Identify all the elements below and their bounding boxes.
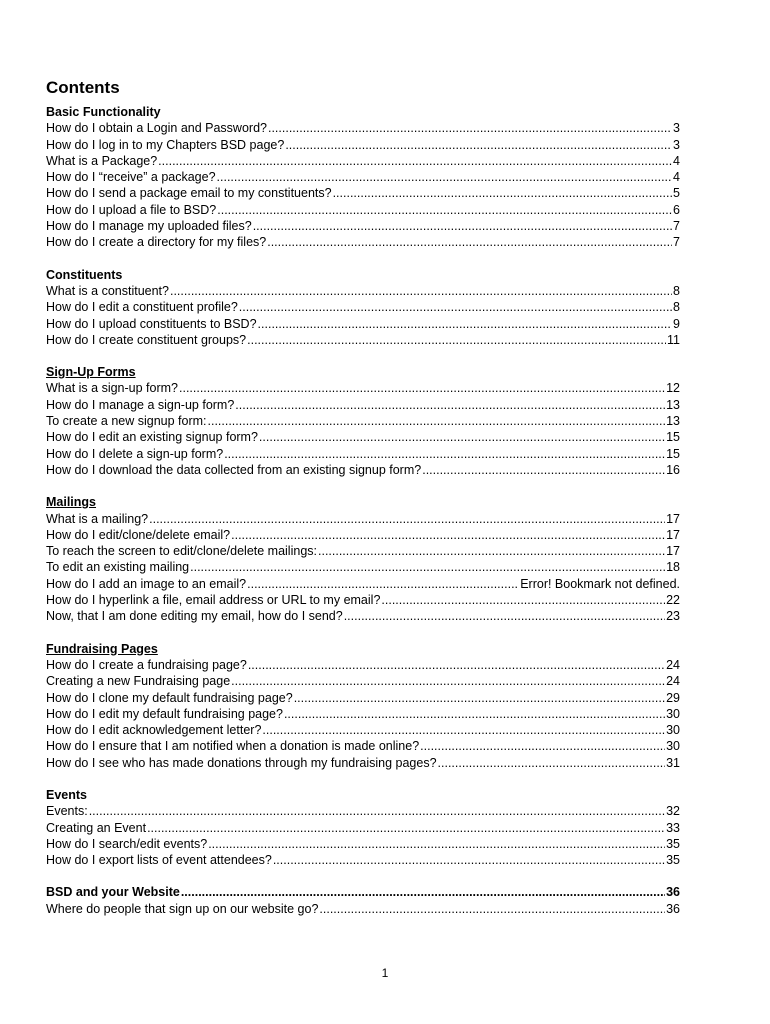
toc-entry[interactable] — [46, 120, 680, 136]
toc-entry-title: How do I edit my default fundraising page? — [46, 706, 283, 721]
toc-entry-page: Error! Bookmark not defined. — [520, 576, 680, 591]
toc-entry-title: To create a new signup form: — [46, 414, 207, 429]
toc-entry-page: 13 — [666, 414, 680, 429]
toc-entry-page: 22 — [666, 593, 680, 608]
toc-entry[interactable] — [46, 657, 680, 673]
toc-entry-title: Creating an Event — [46, 820, 147, 835]
toc-entry-title: How do I download the data collected from an existing signup form? — [46, 462, 422, 477]
toc-leader-dots — [217, 202, 672, 218]
toc-entry-page: 7 — [673, 219, 680, 234]
section-heading: Basic Functionality — [46, 105, 161, 119]
toc-entry-title: How do I see who has made donations through my fundraising pages? — [46, 755, 437, 770]
toc-entry-title: Where do people that sign up on our website go? — [46, 901, 319, 916]
toc-entry-page: 6 — [673, 202, 680, 217]
toc-entry-title: How do I export lists of event attendees? — [46, 853, 272, 868]
toc-entry-page: 12 — [666, 381, 680, 396]
toc-sections — [46, 104, 680, 917]
toc-entry-title: How do I “receive” a package? — [46, 170, 216, 185]
toc-entry-title: To edit an existing mailing — [46, 560, 190, 575]
toc-entry[interactable] — [46, 820, 680, 836]
toc-entry-title: How do I log in to my Chapters BSD page? — [46, 137, 285, 152]
toc-entry[interactable] — [46, 559, 680, 575]
toc-leader-dots — [179, 380, 665, 396]
toc-leader-dots — [224, 446, 665, 462]
toc-entry-title: How do I edit acknowledgement letter? — [46, 723, 262, 738]
toc-leader-dots — [239, 299, 672, 315]
section-heading: Constituents — [46, 267, 123, 282]
toc-entry-title: How do I add an image to an email? — [46, 576, 247, 591]
toc-leader-dots — [247, 576, 519, 592]
toc-entry-page: 18 — [666, 560, 680, 575]
toc-leader-dots — [231, 673, 665, 689]
toc-entry-page: 13 — [666, 397, 680, 412]
toc-section — [46, 884, 680, 917]
toc-entry[interactable] — [46, 413, 680, 429]
section-heading: Fundraising Pages — [46, 641, 158, 656]
toc-section — [46, 494, 680, 624]
toc-entry-title: How do I edit an existing signup form? — [46, 430, 258, 445]
toc-entry-page: 9 — [673, 316, 680, 331]
toc-section — [46, 641, 680, 771]
toc-leader-dots — [273, 852, 665, 868]
toc-leader-dots — [208, 836, 665, 852]
toc-entry-page: 8 — [673, 283, 680, 298]
toc-entry[interactable] — [46, 755, 680, 771]
toc-entry-page: 11 — [667, 332, 680, 347]
toc-entry-page: 35 — [666, 836, 680, 851]
toc-entry-title: Events: — [46, 804, 88, 819]
toc-entry-title: Creating a new Fundraising page — [46, 674, 231, 689]
toc-entry[interactable] — [46, 527, 680, 543]
toc-entry-page: 15 — [666, 430, 680, 445]
toc-leader-dots — [344, 608, 665, 624]
toc-entry[interactable] — [46, 234, 680, 250]
toc-leader-dots — [158, 153, 672, 169]
toc-entry-title: How do I create a fundraising page? — [46, 657, 247, 672]
toc-entry[interactable] — [46, 738, 680, 754]
toc-entry[interactable] — [46, 511, 680, 527]
section-heading: Mailings — [46, 495, 97, 510]
toc-leader-dots — [235, 397, 665, 413]
page-number: 1 — [381, 966, 389, 980]
toc-entry-title: What is a mailing? — [46, 511, 149, 526]
toc-entry-title: How do I edit a constituent profile? — [46, 300, 238, 315]
toc-entry-title: To reach the screen to edit/clone/delete mailings: — [46, 544, 317, 559]
toc-entry[interactable] — [46, 592, 680, 608]
toc-leader-dots — [381, 592, 665, 608]
toc-entry[interactable] — [46, 397, 680, 413]
toc-entry-title: How do I clone my default fundraising page? — [46, 690, 293, 705]
toc-entry-page: 17 — [666, 527, 680, 542]
toc-entry-page: 31 — [666, 755, 680, 770]
toc-section — [46, 364, 680, 478]
toc-entry-title: How do I upload a file to BSD? — [46, 202, 217, 217]
toc-leader-dots — [262, 722, 665, 738]
toc-entry[interactable] — [46, 462, 680, 478]
toc-entry-page: 4 — [673, 153, 680, 168]
toc-entry-page: 17 — [666, 511, 680, 526]
toc-entry-page: 3 — [673, 121, 680, 136]
toc-leader-dots — [284, 706, 665, 722]
toc-entry-page: 16 — [666, 462, 680, 477]
toc-leader-dots — [147, 820, 665, 836]
toc-leader-dots — [208, 413, 666, 429]
toc-entry[interactable] — [46, 803, 680, 819]
toc-leader-dots — [190, 559, 665, 575]
toc-entry-page: 29 — [666, 690, 680, 705]
toc-entry-page: 17 — [666, 544, 680, 559]
toc-entry-page: 8 — [673, 300, 680, 315]
toc-leader-dots — [259, 429, 665, 445]
toc-leader-dots — [333, 185, 672, 201]
toc-leader-dots — [294, 690, 665, 706]
toc-entry[interactable] — [46, 316, 680, 332]
toc-entry-page: 30 — [666, 706, 680, 721]
toc-entry[interactable] — [46, 576, 680, 592]
toc-entry-title: How do I manage a sign-up form? — [46, 397, 235, 412]
toc-entry-page: 24 — [666, 674, 680, 689]
toc-leader-dots — [285, 137, 672, 153]
toc-entry[interactable] — [46, 543, 680, 559]
toc-leader-dots — [422, 462, 665, 478]
toc-entry[interactable] — [46, 690, 680, 706]
toc-leader-dots — [181, 884, 665, 900]
toc-entry[interactable] — [46, 673, 680, 689]
toc-leader-dots — [258, 316, 673, 332]
toc-entry-page: 30 — [666, 739, 680, 754]
toc-section — [46, 267, 680, 348]
toc-leader-dots — [318, 543, 665, 559]
toc-entry-title: What is a constituent? — [46, 283, 169, 298]
toc-entry-title: How do I edit/clone/delete email? — [46, 527, 231, 542]
toc-entry-title: Now, that I am done editing my email, how do I send? — [46, 609, 343, 624]
toc-leader-dots — [438, 755, 666, 771]
toc-leader-dots — [420, 738, 665, 754]
toc-entry[interactable] — [46, 137, 680, 153]
toc-entry-page: 23 — [666, 609, 680, 624]
toc-entry-page: 15 — [666, 446, 680, 461]
toc-entry[interactable] — [46, 901, 680, 917]
toc-entry-page: 33 — [666, 820, 680, 835]
toc-entry[interactable] — [46, 706, 680, 722]
page-title: Contents — [46, 78, 120, 97]
toc-entry-page: 35 — [666, 853, 680, 868]
toc-entry[interactable] — [46, 185, 680, 201]
toc-entry-title: How do I create a directory for my files? — [46, 235, 267, 250]
toc-entry[interactable] — [46, 283, 680, 299]
toc-leader-dots — [248, 657, 665, 673]
toc-entry-page: 30 — [666, 723, 680, 738]
section-heading: Sign-Up Forms — [46, 365, 136, 380]
toc-leader-dots — [268, 120, 672, 136]
toc-leader-dots — [170, 283, 672, 299]
toc-section — [46, 104, 680, 251]
toc-entry-page: 36 — [666, 901, 680, 916]
toc-entry-title: What is a Package? — [46, 153, 158, 168]
toc-entry[interactable] — [46, 852, 680, 868]
toc-entry-title: How do I hyperlink a file, email address or URL to my email? — [46, 593, 381, 608]
toc-entry-page: 7 — [673, 235, 680, 250]
toc-entry-page: 5 — [673, 186, 680, 201]
toc-leader-dots — [231, 527, 665, 543]
toc-leader-dots — [149, 511, 665, 527]
toc-entry[interactable] — [46, 380, 680, 396]
toc-entry[interactable] — [46, 446, 680, 462]
toc-entry-title: How do I create constituent groups? — [46, 332, 247, 347]
toc-entry-title: How do I send a package email to my constituents? — [46, 186, 332, 201]
toc-entry-page: 24 — [666, 657, 680, 672]
toc-entry[interactable] — [46, 332, 680, 348]
toc-entry-title: How do I manage my uploaded files? — [46, 219, 252, 234]
toc-entry-page: 36 — [666, 885, 680, 900]
toc-entry[interactable] — [46, 153, 680, 169]
toc-section — [46, 787, 680, 868]
toc-entry-page: 3 — [673, 137, 680, 152]
toc-entry[interactable] — [46, 722, 680, 738]
toc-leader-dots — [319, 901, 665, 917]
toc-entry-title: How do I upload constituents to BSD? — [46, 316, 257, 331]
toc-entry-title: How do I obtain a Login and Password? — [46, 121, 267, 136]
section-heading: Events — [46, 787, 87, 802]
toc-leader-dots — [217, 169, 673, 185]
toc-entry[interactable] — [46, 884, 680, 900]
toc-entry-page: 32 — [666, 804, 680, 819]
toc-entry[interactable] — [46, 608, 680, 624]
toc-entry-page: 4 — [673, 170, 680, 185]
toc-entry[interactable] — [46, 299, 680, 315]
toc-leader-dots — [89, 803, 665, 819]
toc-entry-title: How do I delete a sign-up form? — [46, 446, 224, 461]
toc-leader-dots — [247, 332, 666, 348]
toc-entry[interactable] — [46, 429, 680, 445]
toc-entry-title: What is a sign-up form? — [46, 381, 178, 396]
toc-entry-title: How do I ensure that I am notified when a donation is made online? — [46, 739, 420, 754]
toc-entry[interactable] — [46, 218, 680, 234]
toc-entry[interactable] — [46, 169, 680, 185]
toc-leader-dots — [267, 234, 672, 250]
table-of-contents — [46, 78, 680, 933]
toc-entry-title: How do I search/edit events? — [46, 836, 208, 851]
toc-entry[interactable] — [46, 836, 680, 852]
toc-entry[interactable] — [46, 202, 680, 218]
toc-entry-title: BSD and your Website — [46, 885, 180, 900]
toc-leader-dots — [253, 218, 672, 234]
